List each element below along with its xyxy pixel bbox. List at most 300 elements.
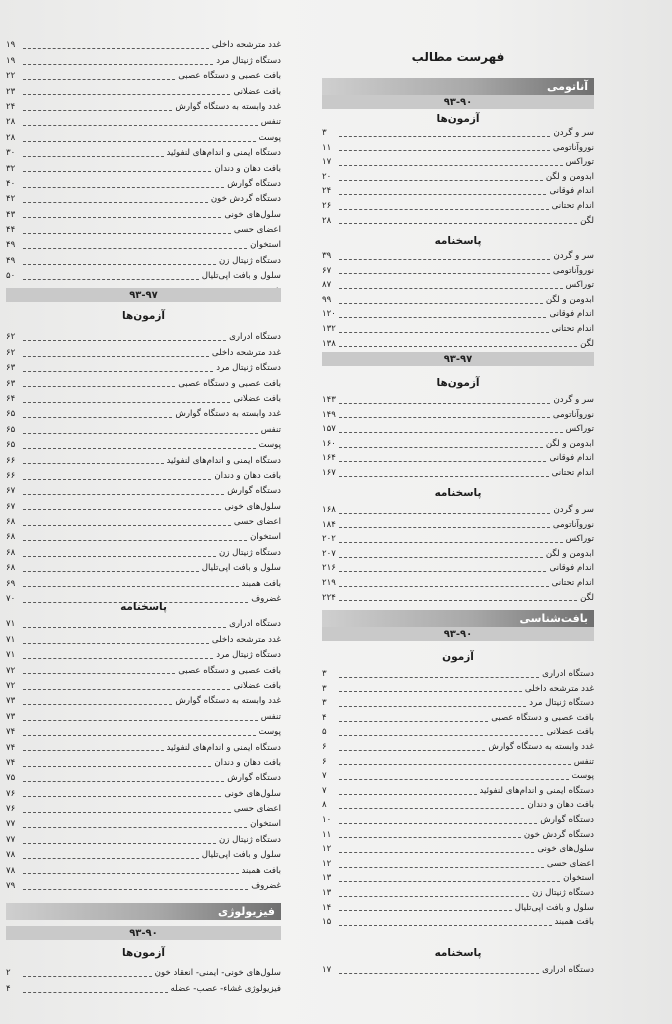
toc-entry[interactable] (6, 545, 281, 560)
subsection-title: پاسخنامه (434, 235, 482, 247)
dot-leader (339, 150, 550, 151)
dot-leader (339, 447, 543, 448)
subsection-title: آزمون (442, 651, 474, 663)
entry-title: سر و گردن (553, 395, 594, 405)
dot-leader (23, 248, 247, 249)
dot-leader (339, 973, 539, 974)
page-number: ۱۳ (322, 873, 332, 884)
page-number: ۵۰ (6, 271, 16, 282)
toc-entry[interactable] (6, 361, 281, 376)
left-column (6, 0, 281, 1024)
toc-entry[interactable] (322, 576, 594, 591)
toc-entry[interactable] (6, 725, 281, 740)
year-range-bar (322, 627, 594, 641)
toc-entry[interactable] (322, 503, 594, 518)
toc-entry[interactable] (322, 532, 594, 547)
dot-leader (339, 288, 563, 289)
entry-title: دستگاه ایمنی و اندام‌های لنفوئید (166, 742, 281, 753)
entry-title: ابدومن و لگن (545, 438, 594, 449)
page-number: ۶۵ (6, 409, 16, 420)
page-number: ۶ (322, 756, 327, 767)
subsection-heading (6, 944, 281, 962)
dot-leader (23, 889, 248, 890)
dot-leader (23, 279, 199, 280)
toc-entry[interactable] (322, 769, 594, 784)
page-number: ۱۴۹ (322, 409, 336, 420)
entry-title: ابدومن و لگن (545, 171, 594, 182)
year-range: ۹۳-۹۷ (322, 352, 594, 366)
toc-entry[interactable] (6, 115, 281, 130)
toc-entry-list (6, 38, 281, 300)
toc-entry[interactable] (322, 682, 594, 697)
dot-leader (23, 48, 209, 49)
entry-title: توراکس (565, 280, 594, 291)
page-number: ۲۸ (6, 117, 16, 128)
toc-entry[interactable] (6, 530, 281, 545)
page-number: ۳ (322, 698, 327, 709)
toc-entry[interactable] (6, 484, 281, 499)
toc-entry[interactable] (6, 786, 281, 801)
toc-entry[interactable] (6, 38, 281, 53)
dot-leader (339, 794, 477, 795)
dot-leader (23, 720, 258, 721)
entry-title: سلول و بافت اپی‌تلیال (201, 850, 281, 861)
page-number: ۷ (322, 785, 327, 796)
dot-leader (23, 704, 172, 705)
toc-entry[interactable] (6, 100, 281, 115)
entry-title: بافت دهان و دندان (527, 800, 594, 811)
toc-entry[interactable] (6, 740, 281, 755)
page-number: ۲۴ (322, 186, 332, 197)
entry-title: تنفس (260, 711, 281, 722)
page-number: ۷ (322, 771, 327, 782)
dot-leader (339, 925, 552, 926)
entry-title: اندام فوقانی (549, 186, 594, 197)
entry-title: بافت دهان و دندان (214, 470, 281, 481)
toc-entry[interactable] (322, 871, 594, 886)
toc-entry[interactable] (6, 576, 281, 591)
toc-entry[interactable] (6, 709, 281, 724)
entry-title: بافت عصبی و دستگاه عصبی (178, 665, 281, 676)
dot-leader (23, 627, 226, 628)
page-number: ۱۵ (322, 917, 332, 928)
dot-leader (339, 896, 529, 897)
dot-leader (339, 706, 526, 707)
dot-leader (339, 223, 577, 224)
toc-entry-list (6, 617, 281, 894)
subsection-title: آزمون‌ها (436, 113, 480, 125)
entry-title: اندام فوقانی (549, 309, 594, 320)
toc-entry[interactable] (6, 817, 281, 832)
toc-entry[interactable] (322, 307, 594, 322)
year-range-bar (322, 352, 594, 366)
page-number: ۳۲ (6, 163, 16, 174)
toc-entry[interactable] (322, 711, 594, 726)
entry-title: اندام تحتانی (551, 323, 594, 334)
toc-entry[interactable] (6, 771, 281, 786)
subsection-heading (322, 232, 594, 250)
dot-leader (23, 586, 239, 587)
entry-title: دستگاه ایمنی و اندام‌های لنفوئید (479, 785, 594, 796)
dot-leader (23, 402, 230, 403)
toc-entry[interactable] (322, 293, 594, 308)
section-header (6, 903, 281, 920)
dot-leader (339, 867, 544, 868)
dot-leader (339, 165, 563, 166)
dot-leader (339, 910, 512, 911)
page-number: ۵ (322, 727, 327, 738)
dot-leader (339, 557, 543, 558)
entry-title: ابدومن و لگن (545, 294, 594, 305)
section-title: فیزیولوژی (6, 903, 281, 920)
dot-leader (339, 808, 524, 809)
toc-entry[interactable] (322, 784, 594, 799)
toc-entry[interactable] (322, 857, 594, 872)
toc-entry-list (6, 966, 281, 997)
toc-entry[interactable] (6, 238, 281, 253)
page-number: ۲۲۴ (322, 592, 336, 603)
toc-entry[interactable] (6, 253, 281, 268)
dot-leader (23, 356, 209, 357)
toc-entry[interactable] (322, 591, 594, 606)
toc-entry[interactable] (6, 756, 281, 771)
toc-entry[interactable] (322, 466, 594, 481)
page-number: ۷۴ (6, 742, 16, 753)
page-number: ۹۹ (322, 294, 332, 305)
dot-leader (23, 125, 258, 126)
entry-title: پوست (258, 440, 281, 451)
toc-entry[interactable] (322, 199, 594, 214)
entry-title: دستگاه گوارش (227, 486, 281, 497)
toc-entry[interactable] (6, 848, 281, 863)
entry-title: سلول‌های خونی (224, 209, 281, 220)
page-number: ۶۲ (6, 332, 16, 343)
toc-entry[interactable] (6, 69, 281, 84)
toc-entry[interactable] (322, 901, 594, 916)
page-number: ۷۲ (6, 680, 16, 691)
toc-entry[interactable] (6, 981, 281, 996)
entry-title: استخوان (250, 240, 281, 251)
entry-title: لگن (580, 215, 594, 226)
dot-leader (23, 171, 211, 172)
toc-entry[interactable] (322, 518, 594, 533)
page-number: ۴۴ (6, 225, 16, 236)
page-number: ۱۲ (322, 844, 332, 855)
toc-entry[interactable] (322, 561, 594, 576)
dot-leader (339, 513, 550, 514)
entry-title: توراکس (565, 157, 594, 168)
toc-entry[interactable] (322, 264, 594, 279)
dot-leader (339, 750, 485, 751)
section-title: بافت‌شناسی (322, 610, 594, 627)
toc-entry[interactable] (322, 337, 594, 352)
entry-title: بافت همبند (241, 578, 281, 589)
entry-title: نوروآناتومی (552, 265, 594, 276)
subsection-heading (6, 598, 281, 616)
page-number: ۲۰۷ (322, 548, 336, 559)
dot-leader (339, 332, 549, 333)
toc-entry[interactable] (322, 886, 594, 901)
page-number: ۶۸ (6, 563, 16, 574)
entry-title: بافت همبند (241, 865, 281, 876)
toc-entry[interactable] (322, 422, 594, 437)
page-number: ۷۳ (6, 711, 16, 722)
page-number: ۶۹ (6, 578, 16, 589)
toc-entry[interactable] (6, 561, 281, 576)
entry-title: دستگاه ایمنی و اندام‌های لنفوئید (166, 148, 281, 159)
page-number: ۱۱ (322, 142, 332, 153)
entry-title: پوست (258, 727, 281, 738)
toc-entry[interactable] (6, 376, 281, 391)
section-header (322, 610, 594, 627)
page-number: ۳ (322, 669, 327, 679)
page-number: ۱۳ (322, 887, 332, 898)
dot-leader (339, 273, 550, 274)
toc-entry[interactable] (6, 499, 281, 514)
toc-entry[interactable] (6, 161, 281, 176)
page-number: ۶۸ (6, 517, 16, 528)
toc-entry[interactable] (322, 278, 594, 293)
year-range: ۹۳-۹۰ (322, 627, 594, 641)
toc-entry[interactable] (322, 170, 594, 185)
page-number: ۸۷ (322, 280, 332, 291)
page-number: ۱۴۳ (322, 395, 336, 405)
toc-entry[interactable] (6, 407, 281, 422)
page-number: ۱۶۸ (322, 505, 336, 515)
page-number: ۷۷ (6, 819, 16, 830)
entry-title: سر و گردن (553, 505, 594, 515)
toc-entry[interactable] (6, 438, 281, 453)
toc-entry[interactable] (6, 422, 281, 437)
year-range: ۹۳-۹۰ (322, 95, 594, 109)
subsection-title: آزمون‌ها (122, 947, 165, 959)
toc-entry[interactable] (6, 177, 281, 192)
toc-entry[interactable] (322, 915, 594, 930)
toc-entry[interactable] (322, 393, 594, 408)
toc-entry[interactable] (322, 725, 594, 740)
toc-entry[interactable] (322, 798, 594, 813)
page-number: ۳ (322, 683, 327, 694)
page-number: ۲۸ (322, 215, 332, 226)
section-header (322, 78, 594, 95)
toc-entry[interactable] (6, 663, 281, 678)
entry-title: دستگاه ژنیتال مرد (529, 698, 594, 709)
page-number: ۶۴ (6, 393, 16, 404)
dot-leader (23, 64, 213, 65)
page-number: ۲ (6, 968, 11, 979)
entry-title: لگن (580, 338, 594, 349)
dot-leader (23, 766, 211, 767)
entry-title: غضروف (251, 881, 281, 892)
toc-entry-list (322, 667, 594, 930)
entry-title: بافت عصبی و دستگاه عصبی (491, 712, 594, 723)
dot-leader (339, 317, 546, 318)
dot-leader (339, 303, 543, 304)
subsection-heading (6, 307, 281, 325)
page-number: ۷۱ (6, 650, 16, 661)
dot-leader (23, 94, 230, 95)
page-number: ۴۳ (6, 209, 16, 220)
page-number: ۶۶ (6, 470, 16, 481)
entry-title: دستگاه ژنیتال زن (218, 547, 281, 558)
toc-entry[interactable] (322, 184, 594, 199)
toc-entry[interactable] (322, 155, 594, 170)
toc-entry[interactable] (322, 963, 594, 978)
entry-title: توراکس (565, 534, 594, 545)
toc-entry[interactable] (6, 802, 281, 817)
entry-title: ابدومن و لگن (545, 548, 594, 559)
section-title: آناتومی (322, 78, 594, 95)
toc-entry[interactable] (6, 345, 281, 360)
page-number: ۶۸ (6, 547, 16, 558)
entry-title: دستگاه ژنیتال مرد (216, 55, 281, 66)
page-number: ۱۳۸ (322, 338, 336, 349)
dot-leader (339, 735, 543, 736)
page-number: ۷۱ (6, 634, 16, 645)
toc-entry[interactable] (322, 126, 594, 141)
toc-entry[interactable] (6, 832, 281, 847)
entry-title: بافت عضلانی (546, 727, 594, 738)
entry-title: نوروآناتومی (552, 409, 594, 420)
entry-title: اندام تحتانی (551, 200, 594, 211)
page-number: ۱۱ (322, 829, 332, 840)
toc-entry[interactable] (6, 632, 281, 647)
toc-entry[interactable] (322, 214, 594, 229)
dot-leader (23, 796, 221, 797)
entry-title: دستگاه گردش خون (210, 194, 281, 205)
year-range: ۹۳-۹۷ (6, 288, 281, 302)
toc-entry[interactable] (322, 813, 594, 828)
page-number: ۶۷ (6, 501, 16, 512)
toc-entry[interactable] (6, 453, 281, 468)
toc-entry[interactable] (6, 648, 281, 663)
toc-entry[interactable] (6, 863, 281, 878)
dot-leader (23, 827, 247, 828)
entry-title: لگن (580, 592, 594, 603)
dot-leader (339, 721, 488, 722)
right-column (322, 0, 594, 1024)
toc-entry[interactable] (6, 694, 281, 709)
entry-title: غدد وابسته به دستگاه گوارش (488, 741, 594, 752)
dot-leader (339, 677, 539, 678)
toc-entry-list (322, 963, 594, 978)
dot-leader (23, 812, 231, 813)
entry-title: دستگاه گوارش (540, 814, 594, 825)
toc-entry[interactable] (6, 207, 281, 222)
toc-entry[interactable] (6, 392, 281, 407)
entry-title: بافت عضلانی (233, 680, 281, 691)
toc-entry[interactable] (322, 451, 594, 466)
page-number: ۱۴ (322, 902, 332, 913)
dot-leader (339, 600, 577, 601)
toc-entry[interactable] (322, 828, 594, 843)
dot-leader (23, 417, 172, 418)
entry-title: سر و گردن (553, 251, 594, 261)
toc-entry[interactable] (6, 223, 281, 238)
toc-entry[interactable] (6, 515, 281, 530)
dot-leader (339, 779, 569, 780)
toc-entry[interactable] (6, 192, 281, 207)
page-number: ۷۴ (6, 727, 16, 738)
entry-title: پوست (571, 771, 594, 782)
dot-leader (23, 187, 224, 188)
entry-title: سلول و بافت اپی‌تلیال (201, 563, 281, 574)
toc-entry[interactable] (6, 879, 281, 894)
dot-leader (339, 527, 550, 528)
toc-entry[interactable] (6, 84, 281, 99)
page-number: ۱۶۴ (322, 453, 336, 464)
dot-leader (339, 432, 563, 433)
toc-entry[interactable] (6, 269, 281, 284)
entry-title: سر و گردن (553, 128, 594, 138)
entry-title: دستگاه ادراری (542, 669, 594, 679)
entry-title: اعضای حسی (233, 225, 281, 236)
subsection-title: پاسخنامه (120, 601, 167, 613)
dot-leader (23, 571, 199, 572)
year-range-bar (6, 926, 281, 940)
toc-entry[interactable] (6, 469, 281, 484)
entry-title: بافت عضلانی (233, 86, 281, 97)
toc-entry-list (322, 126, 594, 228)
toc-entry[interactable] (322, 740, 594, 755)
dot-leader (23, 264, 216, 265)
page-number: ۸ (322, 800, 327, 811)
subsection-heading (322, 374, 594, 392)
toc-entry[interactable] (322, 696, 594, 711)
dot-leader (23, 386, 175, 387)
page-number: ۲۱۹ (322, 577, 336, 588)
toc-entry[interactable] (6, 53, 281, 68)
page-number: ۲۰ (322, 171, 332, 182)
toc-entry[interactable] (322, 547, 594, 562)
toc-entry[interactable] (6, 679, 281, 694)
page-number: ۶۲ (6, 347, 16, 358)
entry-title: غدد مترشحه داخلی (211, 634, 281, 645)
dot-leader (339, 209, 549, 210)
page-number: ۷۷ (6, 834, 16, 845)
entry-title: تنفس (573, 756, 594, 767)
dot-leader (339, 764, 571, 765)
toc-entry[interactable] (322, 667, 594, 682)
page-number: ۷۹ (6, 881, 16, 892)
toc-entry[interactable] (6, 130, 281, 145)
subsection-title: آزمون‌ها (436, 377, 480, 389)
entry-title: دستگاه ژنیتال زن (531, 887, 594, 898)
toc-entry[interactable] (6, 146, 281, 161)
entry-title: بافت عصبی و دستگاه عصبی (178, 71, 281, 82)
page-number: ۷۶ (6, 788, 16, 799)
toc-entry[interactable] (322, 322, 594, 337)
entry-title: دستگاه ژنیتال زن (218, 255, 281, 266)
subsection-heading (322, 944, 594, 962)
toc-entry[interactable] (322, 755, 594, 770)
toc-entry[interactable] (6, 966, 281, 981)
page-number: ۷۴ (6, 757, 16, 768)
toc-entry[interactable] (322, 437, 594, 452)
toc-entry[interactable] (322, 141, 594, 156)
dot-leader (23, 509, 221, 510)
dot-leader (23, 479, 211, 480)
toc-entry[interactable] (6, 330, 281, 345)
toc-entry[interactable] (6, 617, 281, 632)
page-number: ۱۵۷ (322, 424, 336, 435)
toc-entry[interactable] (322, 408, 594, 423)
toc-entry[interactable] (322, 249, 594, 264)
page-number: ۱۹ (6, 40, 16, 51)
dot-leader (339, 461, 546, 462)
toc-entry[interactable] (322, 842, 594, 857)
subsection-heading (322, 484, 594, 502)
